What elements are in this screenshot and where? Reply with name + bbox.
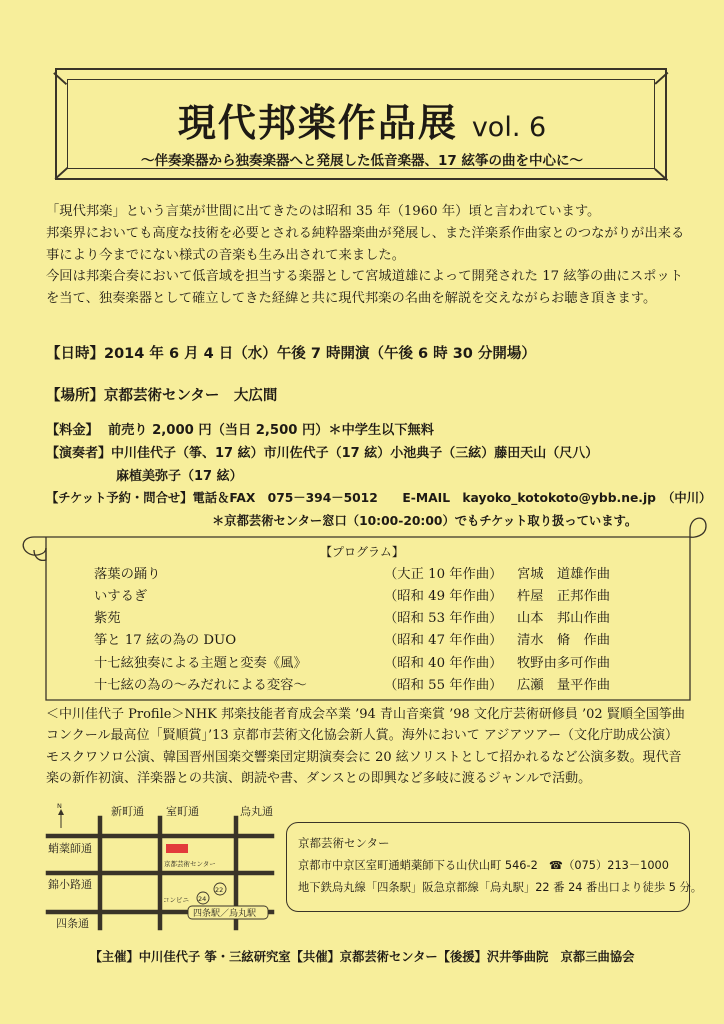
place-label: 【場所】 xyxy=(46,388,104,404)
venue-access: 地下鉄烏丸線「四条駅」阪急京都線「烏丸駅」22 番 24 番出口より徒歩 5 分。 xyxy=(298,881,703,894)
ticket-value: 電話＆FAX 075－394－5012 E-MAIL kayoko_kotokoto@ybb.ne.jp （中川） xyxy=(192,491,712,505)
organizers-footer: 【主催】中川佳代子 筝・三絃研究室【共催】京都芸術センター【後援】沢井筝曲院 京都三曲協会 xyxy=(89,950,635,964)
venue-name: 京都芸術センター xyxy=(298,836,390,850)
title-text: 現代邦楽作品展 xyxy=(177,101,458,145)
profile-text: ＜中川佳代子 Profile＞NHK 邦楽技能者育成会卒業 ’94 青山音楽賞 ’98 文化庁芸術研修員 ’02 賢順全国筝曲コンクール最高位「賢順賞」’13 京都市芸術文化協会新人賞。海外において アジアツアー（文化庁助成公演）モスクワソロ公演、韓国晋州国楽交響楽団定期演奏会に 20 絃ソリストとして招かれるなど公演多数。現代音楽の新作初演、洋楽器との共演、朗読や書、ダンスとの即興など多岐に渡るジャンルで活動。 xyxy=(46,707,685,786)
program-year: （昭和 49 年作曲） xyxy=(384,589,503,604)
program-composer: 牧野由多可作曲 xyxy=(517,656,611,671)
intro-line: 邦楽界においても高度な技術を必要とされる純粋器楽曲が発展し、また洋楽系作曲家とのつながりが出来る事により今までにない様式の音楽も生み出されて来ました。 xyxy=(46,225,685,263)
street-label: 新町通 xyxy=(111,805,144,818)
street-label: 四条通 xyxy=(56,917,89,930)
ticket-note: ＊京都芸術センター窓口（10:00-20:00）でもチケット取り扱っています。 xyxy=(212,514,638,528)
bus-stop-label: 24 xyxy=(198,895,207,903)
program-title: 落葉の踊り xyxy=(94,567,161,582)
place-value: 京都芸術センター 大広間 xyxy=(104,388,278,404)
venue-address: 京都市中京区室町通蛸薬師下る山伏山町 546-2 ☎（075）213－1000 xyxy=(298,859,669,872)
program-title: 紫苑 xyxy=(94,611,121,626)
program-heading: 【プログラム】 xyxy=(320,545,404,559)
program-composer: 広瀬 量平作曲 xyxy=(517,678,611,693)
program-composer: 清水 脩 作曲 xyxy=(517,633,611,648)
program-title: 十七絃独奏による主題と変奏《風》 xyxy=(94,656,307,671)
street-label: 錦小路通 xyxy=(48,878,92,891)
north-label: N xyxy=(57,802,62,810)
street-label: 室町通 xyxy=(166,805,199,818)
konbini-label: コンビニ xyxy=(163,896,189,904)
intro-line: 今回は邦楽合奏において低音域を担当する楽器として宮城道雄によって開発された 17 絃筝の曲にスポットを当て、独奏楽器として確立してきた経緯と共に現代邦楽の名曲を解説を交えながらお聴き頂きます。 xyxy=(46,269,684,307)
venue-marker xyxy=(166,844,188,853)
fee-value: 前売り 2,000 円（当日 2,500 円）＊中学生以下無料 xyxy=(107,423,434,438)
program-year: （昭和 53 年作曲） xyxy=(384,611,503,626)
ticket-label: 【チケット予約・問合せ】 xyxy=(46,491,193,505)
performers-line: 麻植美弥子（17 絃） xyxy=(116,469,243,484)
program-year: （昭和 40 年作曲） xyxy=(384,656,503,671)
program-composer: 山本 邦山作曲 xyxy=(517,611,611,626)
program-composer: 杵屋 正邦作曲 xyxy=(517,589,611,604)
program-title: 十七絃の為の～みだれによる変容～ xyxy=(94,678,307,693)
date-value: 2014 年 6 月 4 日（水）午後 7 時開演（午後 6 時 30 分開場） xyxy=(104,346,536,362)
program-title: 筝と 17 絃の為の DUO xyxy=(94,633,237,648)
intro-line: 「現代邦楽」という言葉が世間に出てきたのは昭和 35 年（1960 年）頃と言われています。 xyxy=(46,204,601,219)
fee-label: 【料金】 xyxy=(46,423,99,438)
street-label: 蛸薬師通 xyxy=(48,842,92,855)
program-composer: 宮城 道雄作曲 xyxy=(517,567,611,582)
north-arrow xyxy=(57,802,64,828)
bus-stop-label: 22 xyxy=(215,886,224,894)
title-volume: vol. 6 xyxy=(471,112,547,143)
station-label: 四条駅／烏丸駅 xyxy=(193,909,257,919)
performers-line: 中川佳代子（筝、17 絃）市川佐代子（17 絃）小池典子（三絃）藤田天山（尺八） xyxy=(111,446,599,461)
venue-map-label: 京都芸術センター xyxy=(164,860,216,868)
subtitle: ～伴奏楽器から独奏楽器へと発展した低音楽器、17 絃筝の曲を中心に～ xyxy=(141,153,583,169)
performers-label: 【演奏者】 xyxy=(46,446,112,461)
street-label: 烏丸通 xyxy=(240,805,273,818)
program-year: （大正 10 年作曲） xyxy=(384,567,503,582)
program-title: いするぎ xyxy=(94,589,148,604)
date-label: 【日時】 xyxy=(46,346,104,362)
program-year: （昭和 47 年作曲） xyxy=(384,633,503,648)
program-year: （昭和 55 年作曲） xyxy=(384,678,503,693)
